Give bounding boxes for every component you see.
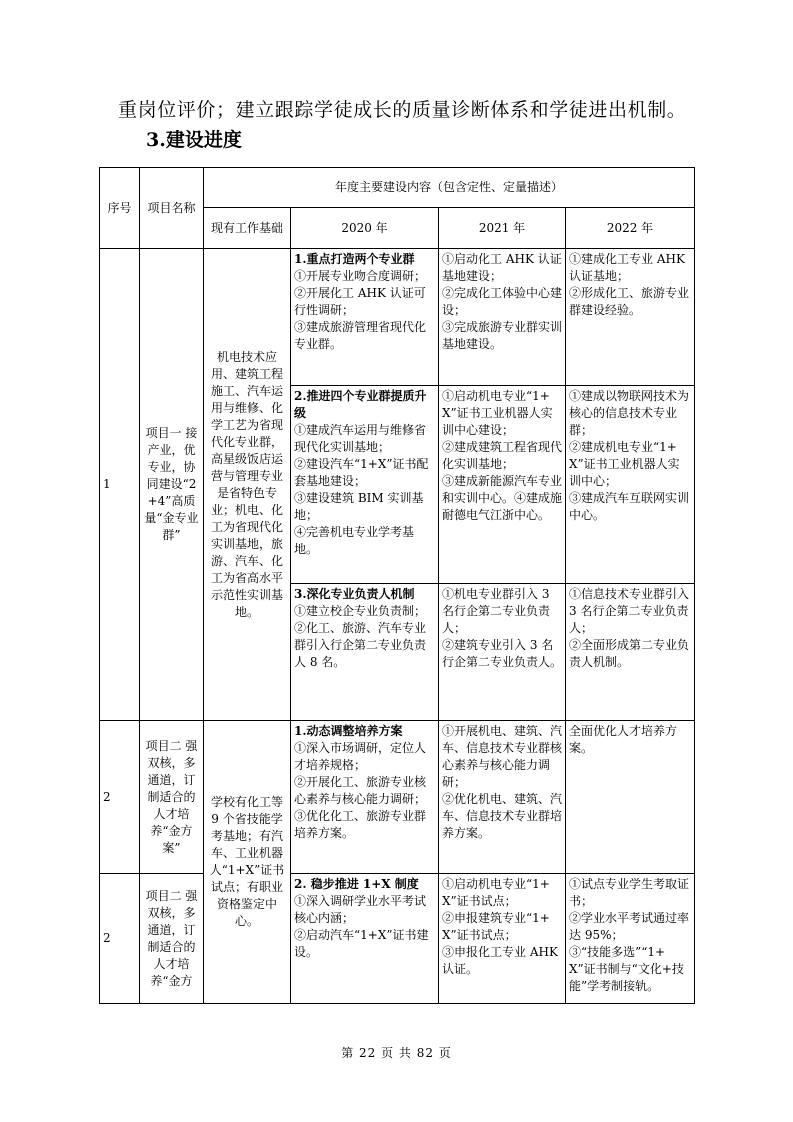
task-item: ②建成机电专业“1+X”证书工业机器人实训中心； [569, 440, 680, 488]
task-title: 2. 稳步推进 1+X 制度 [294, 877, 419, 891]
task-item: ③建成旅游管理省现代化专业群。 [294, 320, 427, 351]
task-item: ①机电专业群引入 3 名行企第二专业负责人； [442, 587, 551, 635]
task-item: ②优化机电、建筑、汽车、信息技术专业群培养方案。 [442, 792, 563, 840]
content-2020-cell [291, 874, 439, 1004]
content-2020-cell [291, 249, 439, 386]
task-item: ④完善机电专业学考基地。 [294, 525, 415, 556]
section-heading: 3.建设进度 [146, 129, 242, 151]
task-title: 1.动态调整培养方案 [294, 724, 403, 738]
task-item: ③完成旅游专业群实训基地建设。 [442, 320, 563, 351]
task-item: ①启动机电专业“1+X”证书试点； [442, 877, 550, 908]
header-2020: 2020 年 [291, 208, 439, 249]
task-item: ③申报化工专业 AHK 认证。 [442, 945, 558, 976]
task-item: ①信息技术专业群引入 3 名行企第二专业负责人； [569, 587, 690, 635]
project-name-cell: 项目二 强双核，多通道，订制适合的人才培养“金方 [140, 874, 204, 1004]
header-2022: 2022 年 [566, 208, 695, 249]
task-item: ②完成化工体验中心建设； [442, 286, 563, 317]
task-item: ①启动机电专业“1+X”证书工业机器人实训中心建设； [442, 389, 553, 437]
task-item: ②学业水平考试通过率达 95%； [569, 911, 690, 942]
task-title: 2.推进四个专业群提质升级 [294, 389, 427, 420]
table-row [100, 721, 695, 874]
task-item: ③建成新能源汽车专业和实训中心。④建成施耐德电气江浙中心。 [442, 474, 563, 522]
project-name-cell: 项目一 接产业，优专业，协同建设“2+4”高质量“金专业群” [140, 249, 204, 721]
task-item: ①深入调研学业水平考试核心内涵； [294, 894, 427, 925]
content-2020-cell [291, 584, 439, 721]
task-item: 全面优化人才培养方案。 [569, 724, 678, 755]
task-item: ①建立校企专业负责制； [294, 604, 427, 618]
task-item: ①启动化工 AHK 认证基地建设； [442, 252, 562, 283]
task-title: 1.重点打造两个专业群 [294, 252, 415, 266]
header-2021: 2021 年 [439, 208, 566, 249]
task-item: ②化工、旅游、汽车专业群引入行企第二专业负责人 8 名。 [294, 621, 427, 669]
intro-line: 重岗位评价；建立跟踪学徒成长的质量诊断体系和学徒进出机制。 [118, 99, 687, 121]
task-item: ②建成建筑工程省现代化实训基地； [442, 440, 563, 471]
content-2021-cell [439, 386, 566, 584]
seq-cell: 1 [100, 249, 140, 721]
page-number: 第 22 页 共 82 页 [341, 1046, 452, 1060]
task-item: ②建筑专业引入 3 名行企第二专业负责人。 [442, 638, 563, 669]
project-name-cell: 项目二 强双核，多通道，订制适合的人才培养“金方案” [140, 721, 204, 874]
table-row [100, 874, 695, 1004]
task-title: 3.深化专业负责人机制 [294, 587, 415, 601]
task-item: ①建成以物联网技术为核心的信息技术专业群； [569, 389, 690, 437]
task-item: ①开展机电、建筑、汽车、信息技术专业群核心素养与核心能力调研； [442, 724, 563, 789]
task-item: ②形成化工、旅游专业群建设经验。 [569, 286, 690, 317]
content-2021-cell [439, 584, 566, 721]
header-basis: 现有工作基础 [204, 208, 291, 249]
task-item: ②建设汽车“1+X”证书配套基地建设； [294, 457, 429, 488]
content-2021-cell [439, 874, 566, 1004]
task-item: ①建成化工专业 AHK 认证基地； [569, 252, 685, 283]
task-item: ①开展专业吻合度调研； [294, 269, 427, 283]
content-2022-cell [566, 584, 695, 721]
task-item: ③优化化工、旅游专业群培养方案。 [294, 809, 427, 840]
construction-progress-table [99, 167, 695, 1004]
task-item: ②开展化工 AHK 认证可行性调研； [294, 286, 426, 317]
work-basis-cell: 机电技术应用、建筑工程施工、汽车运用与维修、化学工艺为省现代化专业群，高星级饭店运营与管理专业是省特色专业；机电、化工为省现代化实训基地，旅游、汽车、化工为省高水平示范性实训基地。 [204, 249, 291, 721]
work-basis-cell: 学校有化工等 9 个省技能学考基地；有汽车、工业机器人“1+X”证书试点；有职业资格鉴定中心。 [204, 721, 291, 1004]
task-item: ②全面形成第二专业负责人机制。 [569, 638, 690, 669]
content-2022-cell [566, 874, 695, 1004]
task-item: ①试点专业学生考取证书； [569, 877, 690, 908]
content-2022-cell [566, 249, 695, 386]
content-2020-cell [291, 721, 439, 874]
content-2021-cell [439, 249, 566, 386]
header-annual-content: 年度主要建设内容（包含定性、定量描述） [204, 168, 695, 208]
header-seq: 序号 [100, 168, 140, 249]
header-project: 项目名称 [140, 168, 204, 249]
content-2021-cell [439, 721, 566, 874]
task-item: ③“技能多选”“1+X”证书制与“文化+技能”学考制接轨。 [569, 945, 684, 993]
task-item: ②申报建筑专业“1+X”证书试点； [442, 911, 550, 942]
content-2020-cell [291, 386, 439, 584]
table-row [100, 249, 695, 386]
content-2022-cell [566, 386, 695, 584]
task-item: ①深入市场调研，定位人才培养规格； [294, 741, 427, 772]
task-item: ②启动汽车“1+X”证书建设。 [294, 928, 429, 959]
task-item: ③建设建筑 BIM 实训基地； [294, 491, 424, 522]
task-item: ②开展化工、旅游专业核心素养与核心能力调研； [294, 775, 427, 806]
task-item: ③建成汽车互联网实训中心。 [569, 491, 690, 522]
seq-cell: 2 [100, 874, 140, 1004]
content-2022-cell [566, 721, 695, 874]
task-item: ①建成汽车运用与维修省现代化实训基地； [294, 423, 427, 454]
seq-cell: 2 [100, 721, 140, 874]
